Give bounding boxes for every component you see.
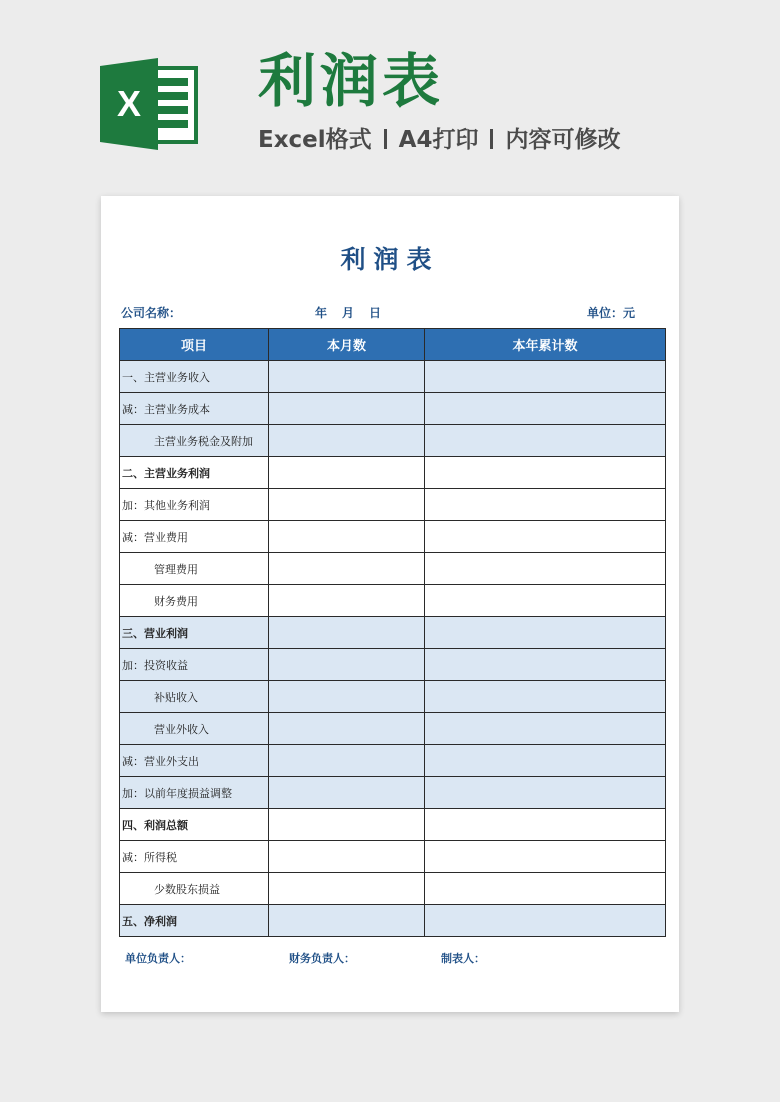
- row-item-label: 加：投资收益: [120, 649, 269, 681]
- year-to-date-value-cell[interactable]: [425, 649, 666, 681]
- income-statement-table: [119, 328, 666, 937]
- table-row: [120, 905, 666, 937]
- year-to-date-value-cell[interactable]: [425, 841, 666, 873]
- table-row: [120, 745, 666, 777]
- year-to-date-value-cell[interactable]: [425, 713, 666, 745]
- promo-features: [258, 124, 620, 156]
- column-header-year-to-date: 本年累计数: [425, 329, 666, 361]
- table-row: [120, 425, 666, 457]
- year-to-date-value-cell[interactable]: [425, 617, 666, 649]
- row-item-label: 减：营业费用: [120, 521, 269, 553]
- date-month: 月: [342, 306, 356, 320]
- table-row: [120, 873, 666, 905]
- row-item-label: 五、净利润: [120, 905, 269, 937]
- unit-label: 单位：元: [586, 306, 635, 320]
- feature-editable: 内容可修改: [505, 127, 621, 153]
- month-value-cell[interactable]: [269, 873, 425, 905]
- month-value-cell[interactable]: [269, 809, 425, 841]
- table-row: [120, 809, 666, 841]
- table-row: [120, 777, 666, 809]
- column-header-month: 本月数: [269, 329, 425, 361]
- feature-separator: [384, 129, 387, 149]
- row-item-label: 管理费用: [120, 553, 269, 585]
- year-to-date-value-cell[interactable]: [425, 809, 666, 841]
- month-value-cell[interactable]: [269, 521, 425, 553]
- month-value-cell[interactable]: [269, 681, 425, 713]
- year-to-date-value-cell[interactable]: [425, 777, 666, 809]
- feature-excel-format: Excel格式: [258, 127, 372, 153]
- unit-head-signature: 单位负责人：: [125, 952, 191, 965]
- year-to-date-value-cell[interactable]: [425, 681, 666, 713]
- month-value-cell[interactable]: [269, 617, 425, 649]
- month-value-cell[interactable]: [269, 649, 425, 681]
- row-item-label: 二、主营业务利润: [120, 457, 269, 489]
- month-value-cell[interactable]: [269, 713, 425, 745]
- table-row: [120, 649, 666, 681]
- table-row: [120, 361, 666, 393]
- year-to-date-value-cell[interactable]: [425, 425, 666, 457]
- row-item-label: 少数股东损益: [120, 873, 269, 905]
- table-row: [120, 681, 666, 713]
- date-field: [315, 304, 396, 321]
- column-header-item: 项目: [120, 329, 269, 361]
- month-value-cell[interactable]: [269, 553, 425, 585]
- month-value-cell[interactable]: [269, 585, 425, 617]
- table-row: [120, 585, 666, 617]
- month-value-cell[interactable]: [269, 745, 425, 777]
- month-value-cell[interactable]: [269, 457, 425, 489]
- feature-a4-print: A4打印: [398, 127, 479, 153]
- year-to-date-value-cell[interactable]: [425, 745, 666, 777]
- year-to-date-value-cell[interactable]: [425, 873, 666, 905]
- finance-head-signature: 财务负责人：: [289, 952, 355, 965]
- table-row: [120, 521, 666, 553]
- row-item-label: 减：主营业务成本: [120, 393, 269, 425]
- table-row: [120, 489, 666, 521]
- month-value-cell[interactable]: [269, 777, 425, 809]
- row-item-label: 补贴收入: [120, 681, 269, 713]
- logo-letter: X: [116, 83, 142, 124]
- row-item-label: 主营业务税金及附加: [120, 425, 269, 457]
- year-to-date-value-cell[interactable]: [425, 361, 666, 393]
- month-value-cell[interactable]: [269, 905, 425, 937]
- year-to-date-value-cell[interactable]: [425, 553, 666, 585]
- month-value-cell[interactable]: [269, 361, 425, 393]
- document-sheet: [101, 196, 679, 1012]
- year-to-date-value-cell[interactable]: [425, 585, 666, 617]
- year-to-date-value-cell[interactable]: [425, 457, 666, 489]
- row-item-label: 减：营业外支出: [120, 745, 269, 777]
- date-day: 日: [369, 306, 383, 320]
- month-value-cell[interactable]: [269, 489, 425, 521]
- table-row: [120, 713, 666, 745]
- row-item-label: 一、主营业务收入: [120, 361, 269, 393]
- row-item-label: 三、营业利润: [120, 617, 269, 649]
- excel-icon: [100, 58, 200, 150]
- row-item-label: 加：以前年度损益调整: [120, 777, 269, 809]
- table-row: [120, 553, 666, 585]
- row-item-label: 财务费用: [120, 585, 269, 617]
- row-item-label: 减：所得税: [120, 841, 269, 873]
- month-value-cell[interactable]: [269, 841, 425, 873]
- month-value-cell[interactable]: [269, 425, 425, 457]
- row-item-label: 四、利润总额: [120, 809, 269, 841]
- year-to-date-value-cell[interactable]: [425, 905, 666, 937]
- date-year: 年: [315, 306, 329, 320]
- company-name-label: 公司名称：: [121, 306, 182, 320]
- row-item-label: 加：其他业务利润: [120, 489, 269, 521]
- year-to-date-value-cell[interactable]: [425, 393, 666, 425]
- feature-separator: [490, 129, 493, 149]
- table-row: [120, 841, 666, 873]
- document-title: 利润表: [340, 245, 440, 274]
- table-row: [120, 393, 666, 425]
- year-to-date-value-cell[interactable]: [425, 521, 666, 553]
- row-item-label: 营业外收入: [120, 713, 269, 745]
- month-value-cell[interactable]: [269, 393, 425, 425]
- year-to-date-value-cell[interactable]: [425, 489, 666, 521]
- table-header-row: [120, 329, 666, 361]
- table-row: [120, 457, 666, 489]
- preparer-signature: 制表人：: [441, 952, 485, 965]
- promo-headline: 利润表: [258, 47, 445, 115]
- table-row: [120, 617, 666, 649]
